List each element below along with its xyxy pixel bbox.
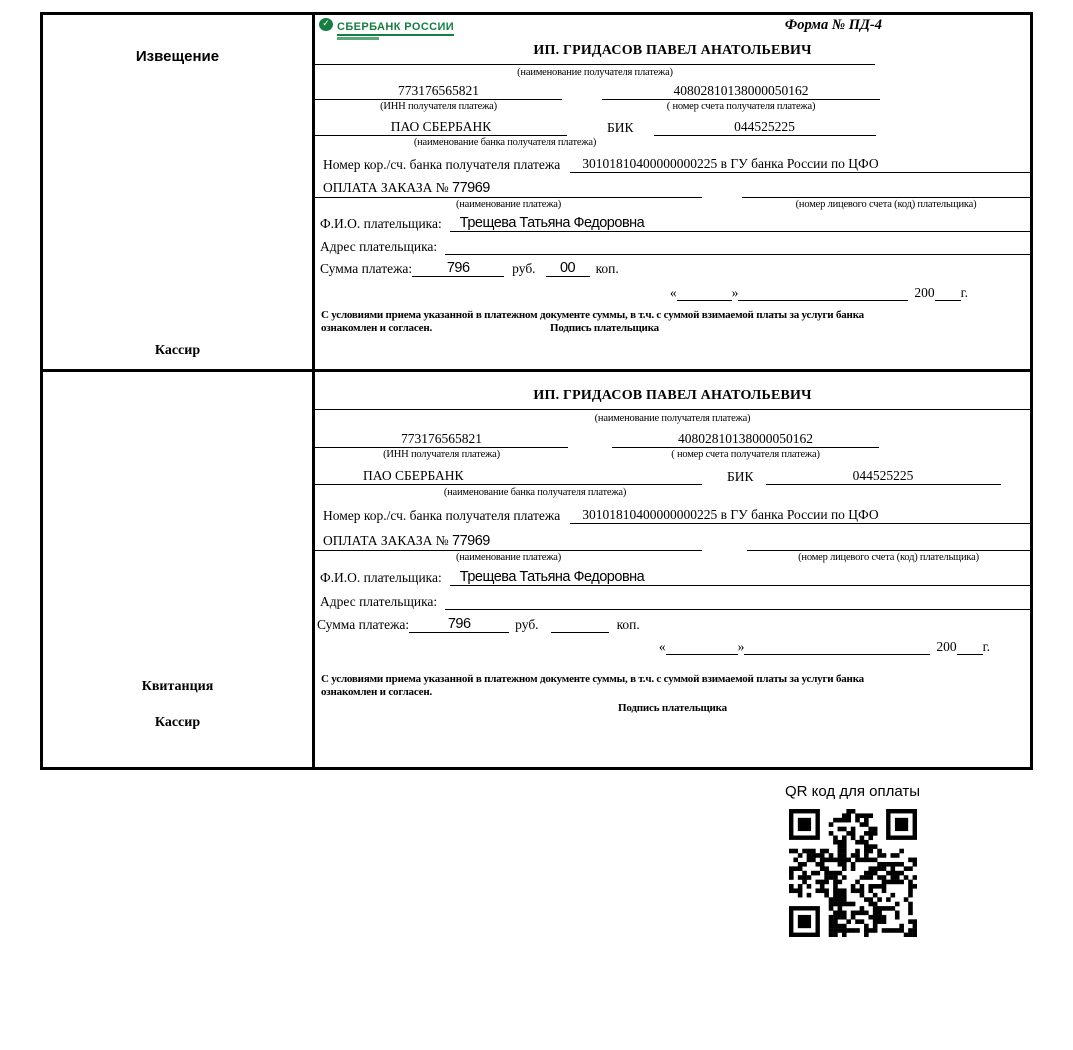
bik-value: 044525225	[766, 468, 1001, 485]
sum-label: Сумма платежа:	[317, 617, 410, 632]
date-month-blank	[744, 637, 930, 655]
date-row	[315, 283, 1030, 301]
sum-rub-value: 796	[412, 260, 504, 277]
agreement-line2: ознакомлен и согласен.	[321, 322, 433, 334]
payment-name-cell	[315, 532, 702, 551]
recipient-caption: (наименование получателя платежа)	[517, 67, 673, 78]
sum-row	[315, 260, 1030, 277]
recipient-name: ИП. ГРИДАСОВ ПАВЕЛ АНАТОЛЬЕВИЧ	[533, 388, 812, 403]
inn-account-row	[315, 83, 1030, 100]
sberbank-logo-subline	[337, 37, 379, 40]
payer-code-caption: (номер лицевого счета (код) плательщика)	[795, 199, 977, 210]
address-blank-underline	[445, 237, 1030, 255]
qr-label: QR код для оплаты	[784, 783, 920, 800]
address-row	[315, 237, 1030, 255]
payer-code-caption: (номер лицевого счета (код) плательщика)	[798, 552, 979, 563]
inn-value: 773176565821	[315, 431, 568, 448]
date-year-blank	[957, 637, 983, 655]
bank-name-value: ПАО СБЕРБАНК	[315, 119, 567, 136]
coupon1-cashier-label: Кассир	[154, 343, 201, 358]
signature-label: Подпись плательщика	[618, 702, 727, 714]
sum-rub-value: 796	[409, 616, 509, 633]
bik-label: БИК	[607, 120, 634, 135]
agreement-line2-row	[315, 322, 1030, 334]
quote-close: »	[737, 639, 745, 654]
year-suffix: г.	[982, 639, 990, 654]
inn-account-captions	[315, 101, 1030, 112]
payer-code-blank-underline	[742, 180, 1030, 198]
recipient-name-underline	[315, 59, 875, 65]
payment-name-prefix: ОПЛАТА ЗАКАЗА №	[323, 180, 452, 195]
bank-bik-row	[315, 468, 1030, 485]
sum-kop-value	[551, 632, 609, 633]
account-value: 40802810138000050162	[612, 431, 879, 448]
agreement-line1: С условиями приема указанной в платежном документе суммы, в т.ч. с суммой взимаемой платы за услуги банка	[321, 673, 864, 685]
rub-label: руб.	[512, 261, 536, 276]
address-row	[315, 592, 1030, 610]
qr-code	[789, 809, 917, 937]
date-year-blank	[935, 283, 961, 301]
fio-label: Ф.И.О. плательщика:	[320, 570, 442, 585]
corr-label: Номер кор./сч. банка получателя платежа	[323, 157, 561, 172]
bank-bik-row	[315, 119, 1030, 136]
bank-caption: (наименование банка получателя платежа)	[413, 137, 597, 148]
bik-label: БИК	[727, 469, 754, 484]
coupon2-type-label: Квитанция	[141, 679, 214, 694]
address-label: Адрес плательщика:	[320, 594, 438, 609]
sum-label: Сумма платежа:	[320, 261, 413, 276]
inn-account-row	[315, 431, 1030, 448]
payment-name-prefix: ОПЛАТА ЗАКАЗА №	[323, 533, 452, 548]
sum-row	[315, 616, 1030, 633]
payer-code-blank-underline	[747, 533, 1030, 551]
account-value: 40802810138000050162	[602, 83, 880, 100]
bik-value: 044525225	[654, 119, 876, 136]
date-row	[315, 637, 1030, 655]
bank-name-value: ПАО СБЕРБАНК	[315, 468, 702, 485]
payment-name-row	[315, 532, 1030, 551]
recipient-name-underline	[315, 404, 1030, 410]
rub-label: руб.	[515, 617, 539, 632]
inn-account-captions	[315, 449, 1030, 460]
corr-value: 30101810400000000225 в ГУ банка России по ЦФО	[570, 156, 1030, 173]
address-label: Адрес плательщика:	[320, 239, 438, 254]
inn-caption: (ИНН получателя платежа)	[380, 101, 497, 112]
recipient-name: ИП. ГРИДАСОВ ПАВЕЛ АНАТОЛЬЕВИЧ	[533, 43, 812, 58]
quote-close: »	[731, 285, 739, 300]
corr-value: 30101810400000000225 в ГУ банка России по ЦФО	[570, 507, 1030, 524]
sberbank-logo	[315, 17, 454, 40]
corr-account-row	[315, 507, 1030, 524]
coupon1-type-label: Извещение	[135, 48, 220, 65]
signature-label: Подпись плательщика	[550, 322, 659, 334]
order-number-value: 77969	[452, 533, 490, 549]
sberbank-logo-icon	[319, 18, 333, 31]
payment-caption: (наименование платежа)	[455, 199, 562, 210]
kop-label: коп.	[616, 617, 640, 632]
sum-kop-value: 00	[546, 260, 590, 277]
check-icon: ✓	[322, 19, 330, 29]
quote-open: «	[658, 639, 666, 654]
inn-value: 773176565821	[315, 83, 562, 100]
fio-row	[315, 215, 1030, 232]
form-number: Форма № ПД-4	[784, 17, 882, 33]
year-prefix: 200	[914, 285, 935, 300]
quote-open: «	[669, 285, 677, 300]
coupon1-content	[315, 15, 1030, 369]
coupon-kvitantsiya	[40, 369, 1033, 770]
date-month-blank	[738, 283, 908, 301]
date-day-blank	[666, 637, 738, 655]
coupon2-content	[315, 372, 1030, 767]
kop-label: коп.	[595, 261, 619, 276]
corr-account-row	[315, 156, 1030, 173]
coupon2-side-column	[43, 372, 315, 767]
coupon1-side-column	[43, 15, 315, 369]
fio-value: Трещева Татьяна Федоровна	[450, 569, 1030, 586]
date-day-blank	[677, 283, 732, 301]
corr-label: Номер кор./сч. банка получателя платежа	[323, 508, 561, 523]
coupon-izveshchenie	[40, 12, 1033, 372]
coupon2-cashier-label: Кассир	[154, 715, 201, 730]
recipient-caption: (наименование получателя платежа)	[594, 413, 751, 424]
coupon1-header-row	[315, 17, 1030, 41]
account-caption: ( номер счета получателя платежа)	[666, 101, 816, 112]
qr-block	[775, 783, 930, 937]
inn-caption: (ИНН получателя платежа)	[383, 449, 500, 460]
agreement-line2: ознакомлен и согласен.	[321, 686, 433, 698]
year-prefix: 200	[936, 639, 957, 654]
fio-row	[315, 569, 1030, 586]
payment-captions-row	[315, 552, 1030, 563]
fio-value: Трещева Татьяна Федоровна	[450, 215, 1030, 232]
sberbank-logo-text: СБЕРБАНК РОССИИ	[337, 21, 454, 36]
account-caption: ( номер счета получателя платежа)	[671, 449, 820, 460]
fio-label: Ф.И.О. плательщика:	[320, 216, 442, 231]
order-number-value: 77969	[452, 180, 490, 196]
agreement-line1: С условиями приема указанной в платежном документе суммы, в т.ч. с суммой взимаемой платы за услуги банка	[321, 309, 864, 321]
address-blank-underline	[445, 592, 1030, 610]
payment-name-row	[315, 179, 1030, 198]
bank-caption: (наименование банка получателя платежа)	[443, 487, 627, 498]
payment-captions-row	[315, 199, 1030, 210]
year-suffix: г.	[960, 285, 968, 300]
payment-name-cell	[315, 179, 702, 198]
payment-caption: (наименование платежа)	[455, 552, 562, 563]
